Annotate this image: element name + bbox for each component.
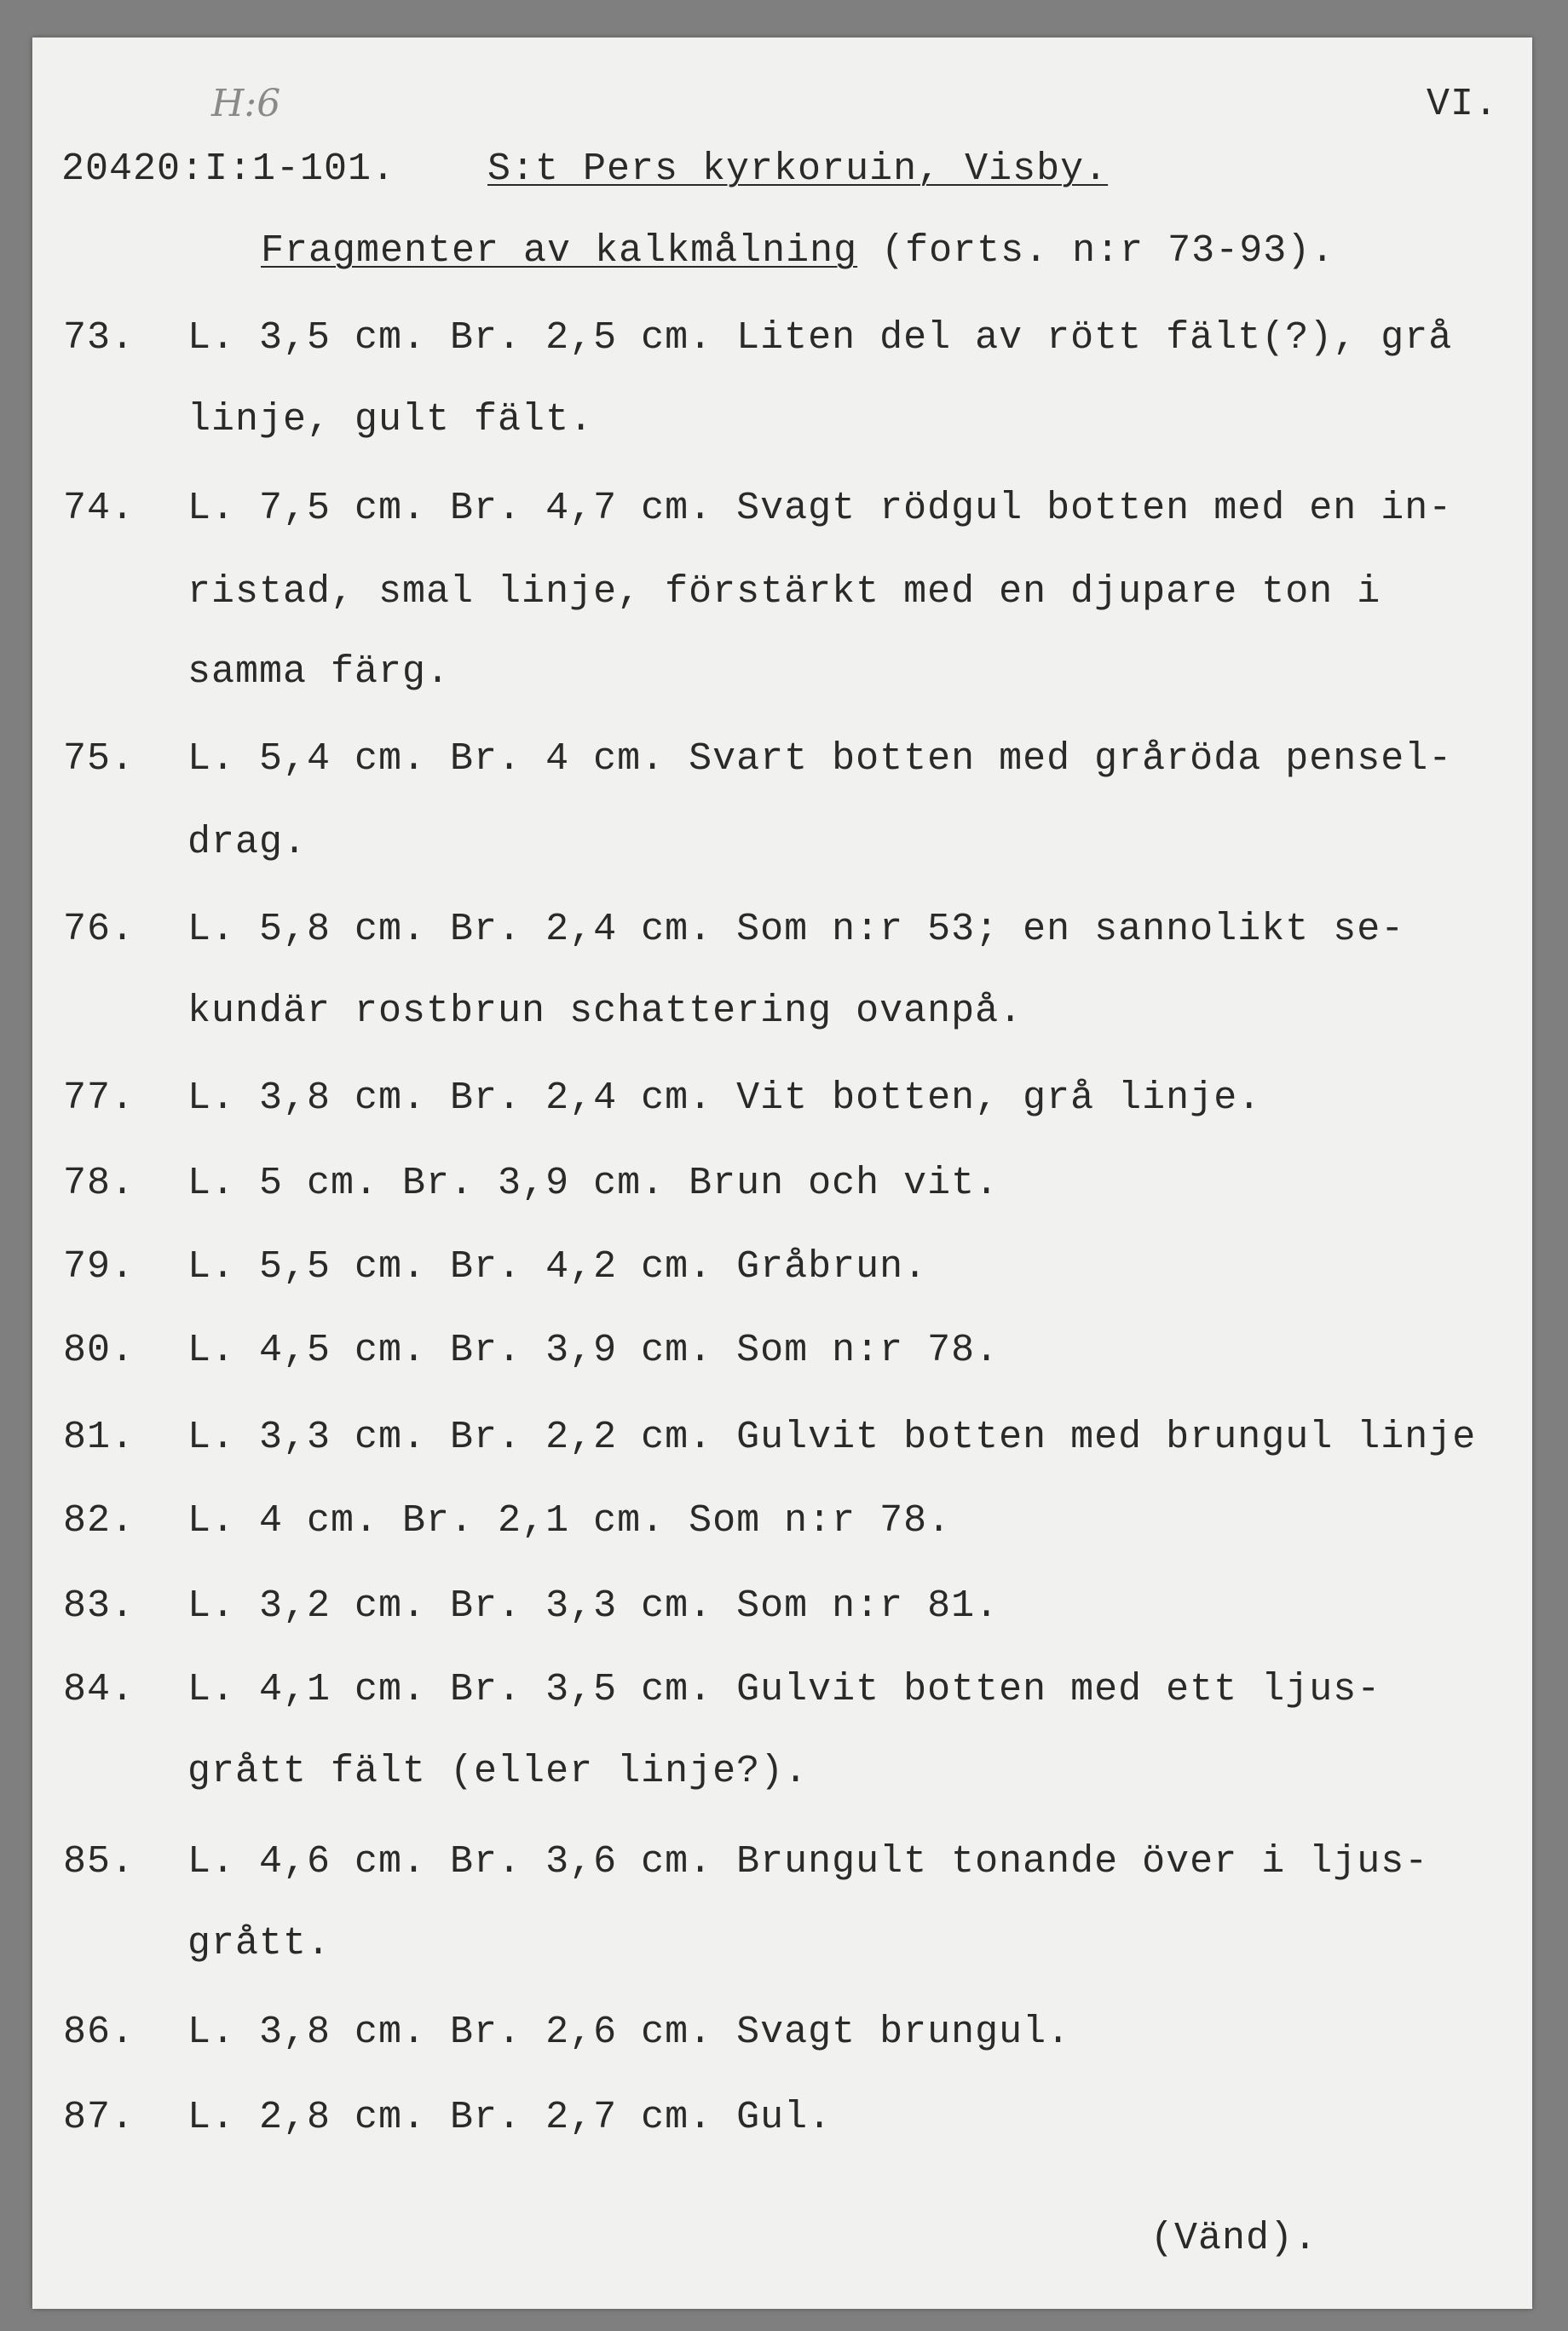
subtitle-suffix: (forts. n:r 73-93). bbox=[857, 229, 1335, 273]
entry-line: L. 4,6 cm. Br. 3,6 cm. Brungult tonande över i ljus- bbox=[187, 1840, 1429, 1884]
entry-line: L. 5,8 cm. Br. 2,4 cm. Som n:r 53; en sannolikt se- bbox=[187, 908, 1405, 951]
entry-line: L. 3,8 cm. Br. 2,6 cm. Svagt brungul. bbox=[187, 2011, 1071, 2054]
entry-line: L. 3,3 cm. Br. 2,2 cm. Gulvit botten med brungul linje bbox=[187, 1416, 1477, 1459]
entry-number: 74. bbox=[63, 487, 135, 530]
entry-line: L. 7,5 cm. Br. 4,7 cm. Svagt rödgul botten med en in- bbox=[187, 487, 1453, 530]
footer-note: (Vänd). bbox=[1150, 2217, 1318, 2260]
entry-line: linje, gult fält. bbox=[187, 398, 594, 441]
entry-number: 76. bbox=[63, 908, 135, 951]
page-number: VI. bbox=[1427, 83, 1499, 126]
entry-number: 85. bbox=[63, 1840, 135, 1884]
entry-number: 87. bbox=[63, 2096, 135, 2139]
entry-number: 79. bbox=[63, 1245, 135, 1289]
entry-number: 80. bbox=[63, 1329, 135, 1372]
entry-number: 75. bbox=[63, 737, 135, 781]
entry-number: 86. bbox=[63, 2011, 135, 2054]
entry-line: L. 4,1 cm. Br. 3,5 cm. Gulvit botten med ett ljus- bbox=[187, 1668, 1381, 1711]
entry-number: 82. bbox=[63, 1499, 135, 1543]
entry-line: L. 3,2 cm. Br. 3,3 cm. Som n:r 81. bbox=[187, 1584, 1000, 1628]
entry-number: 83. bbox=[63, 1584, 135, 1628]
entry-line: grått fält (eller linje?). bbox=[187, 1750, 809, 1793]
entry-line: drag. bbox=[187, 821, 308, 864]
entry-line: L. 2,8 cm. Br. 2,7 cm. Gul. bbox=[187, 2096, 833, 2139]
entry-line: samma färg. bbox=[187, 650, 451, 694]
entry-number: 77. bbox=[63, 1076, 135, 1120]
handwritten-annotation: H:6 bbox=[211, 82, 281, 125]
entry-number: 78. bbox=[63, 1162, 135, 1205]
entry-line: L. 3,8 cm. Br. 2,4 cm. Vit botten, grå linje. bbox=[187, 1076, 1262, 1120]
entry-number: 81. bbox=[63, 1416, 135, 1459]
entry-line: L. 4 cm. Br. 2,1 cm. Som n:r 78. bbox=[187, 1499, 952, 1543]
entry-line: kundär rostbrun schattering ovanpå. bbox=[187, 990, 1023, 1033]
entry-line: L. 5,4 cm. Br. 4 cm. Svart botten med gråröda pensel- bbox=[187, 737, 1453, 781]
subtitle-title: Fragmenter av kalkmålning bbox=[261, 229, 858, 273]
catalog-number: 20420:I:1-101. bbox=[61, 147, 396, 191]
subtitle bbox=[261, 229, 1335, 273]
entry-line: L. 5 cm. Br. 3,9 cm. Brun och vit. bbox=[187, 1162, 1000, 1205]
entry-line: ristad, smal linje, förstärkt med en djupare ton i bbox=[187, 570, 1381, 614]
entry-number: 73. bbox=[63, 316, 135, 360]
catalog-card bbox=[32, 38, 1532, 2309]
entry-line: L. 3,5 cm. Br. 2,5 cm. Liten del av rött fält(?), grå bbox=[187, 316, 1453, 360]
entry-line: grått. bbox=[187, 1922, 331, 1965]
entry-line: L. 4,5 cm. Br. 3,9 cm. Som n:r 78. bbox=[187, 1329, 1000, 1372]
entry-line: L. 5,5 cm. Br. 4,2 cm. Gråbrun. bbox=[187, 1245, 928, 1289]
site-title: S:t Pers kyrkoruin, Visby. bbox=[487, 147, 1109, 191]
entry-number: 84. bbox=[63, 1668, 135, 1711]
